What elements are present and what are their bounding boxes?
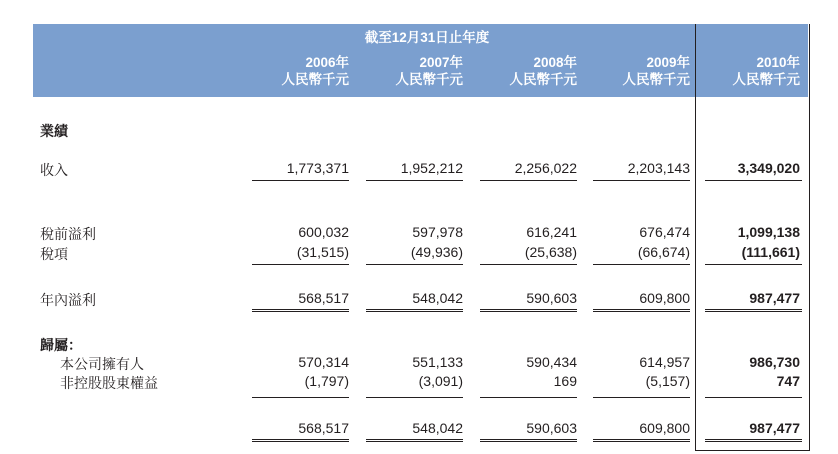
rule-nci-2008 <box>480 397 577 398</box>
row-label-profit-for-year: 年內溢利 <box>40 292 96 308</box>
cell-pbt-2008: 616,241 <box>526 224 577 240</box>
cell-pbt-2007: 597,978 <box>412 224 463 240</box>
cell-revenue-2009: 2,203,143 <box>627 160 690 176</box>
column-header-2006 <box>239 54 349 88</box>
cell-pfy-2009: 609,800 <box>639 290 690 306</box>
column-header-2008 <box>467 54 577 88</box>
double-rule-total-2007 <box>366 439 463 442</box>
rule-tax-2009 <box>593 264 690 265</box>
column-header-2007 <box>353 54 463 88</box>
double-rule-pfy-2008 <box>480 309 577 312</box>
rule-revenue-2007 <box>366 180 463 181</box>
cell-revenue-2007: 1,952,212 <box>400 160 463 176</box>
cell-total-2009: 609,800 <box>639 420 690 436</box>
column-unit: 人民幣千元 <box>281 72 349 87</box>
cell-pfy-2010: 987,477 <box>749 290 800 306</box>
column-year: 2006年 <box>305 55 349 70</box>
cell-pbt-2006: 600,032 <box>298 224 349 240</box>
double-rule-pfy-2007 <box>366 309 463 312</box>
rule-nci-2006 <box>252 397 349 398</box>
column-unit: 人民幣千元 <box>622 72 690 87</box>
cell-pfy-2006: 568,517 <box>298 290 349 306</box>
cell-nci-2007: (3,091) <box>418 373 463 389</box>
rule-tax-2006 <box>252 264 349 265</box>
cell-nci-2010: 747 <box>776 373 800 389</box>
row-label-tax: 稅項 <box>40 246 68 262</box>
cell-pbt-2010: 1,099,138 <box>737 224 800 240</box>
column-unit: 人民幣千元 <box>395 72 463 87</box>
column-year: 2010年 <box>756 55 800 70</box>
cell-tax-2008: (25,638) <box>524 244 577 260</box>
rule-tax-2010 <box>705 264 802 265</box>
double-rule-total-2006 <box>252 439 349 442</box>
column-year: 2008年 <box>533 55 577 70</box>
row-label-owners: 本公司擁有人 <box>60 356 144 372</box>
cell-nci-2006: (1,797) <box>304 373 349 389</box>
section-results: 業績 <box>40 123 68 139</box>
cell-revenue-2006: 1,773,371 <box>286 160 349 176</box>
double-rule-pfy-2010 <box>705 309 802 312</box>
cell-pfy-2008: 590,603 <box>526 290 577 306</box>
rule-nci-2007 <box>366 397 463 398</box>
cell-tax-2009: (66,674) <box>637 244 690 260</box>
cell-total-2006: 568,517 <box>298 420 349 436</box>
row-label-profit-before-tax: 稅前溢利 <box>40 226 96 242</box>
cell-total-2008: 590,603 <box>526 420 577 436</box>
column-unit: 人民幣千元 <box>732 72 800 87</box>
column-header-2009 <box>580 54 690 88</box>
double-rule-pfy-2009 <box>593 309 690 312</box>
column-unit: 人民幣千元 <box>509 72 577 87</box>
cell-revenue-2008: 2,256,022 <box>514 160 577 176</box>
column-year: 2009年 <box>646 55 690 70</box>
cell-owners-2010: 986,730 <box>749 354 800 370</box>
cell-tax-2010: (111,661) <box>741 244 800 260</box>
cell-owners-2008: 590,434 <box>526 354 577 370</box>
row-label-non-controlling: 非控股股東權益 <box>60 375 158 391</box>
cell-total-2007: 548,042 <box>412 420 463 436</box>
cell-pfy-2007: 548,042 <box>412 290 463 306</box>
rule-revenue-2009 <box>593 180 690 181</box>
rule-tax-2008 <box>480 264 577 265</box>
cell-owners-2007: 551,133 <box>412 354 463 370</box>
period-heading: 截至12月31日止年度 <box>364 30 490 45</box>
double-rule-total-2009 <box>593 439 690 442</box>
cell-pbt-2009: 676,474 <box>639 224 690 240</box>
rule-revenue-2010 <box>705 180 802 181</box>
cell-total-2010: 987,477 <box>749 420 800 436</box>
section-attributable: 歸屬： <box>40 337 82 353</box>
cell-nci-2008: 169 <box>553 373 577 389</box>
rule-nci-2009 <box>593 397 690 398</box>
rule-revenue-2008 <box>480 180 577 181</box>
cell-owners-2009: 614,957 <box>639 354 690 370</box>
cell-owners-2006: 570,314 <box>298 354 349 370</box>
row-label-revenue: 收入 <box>40 162 68 178</box>
rule-revenue-2006 <box>252 180 349 181</box>
double-rule-total-2008 <box>480 439 577 442</box>
cell-revenue-2010: 3,349,020 <box>737 160 800 176</box>
rule-tax-2007 <box>366 264 463 265</box>
double-rule-pfy-2006 <box>252 309 349 312</box>
cell-tax-2007: (49,936) <box>410 244 463 260</box>
rule-nci-2010 <box>705 397 802 398</box>
double-rule-total-2010 <box>705 439 802 442</box>
cell-nci-2009: (5,157) <box>645 373 690 389</box>
cell-tax-2006: (31,515) <box>296 244 349 260</box>
column-year: 2007年 <box>419 55 463 70</box>
